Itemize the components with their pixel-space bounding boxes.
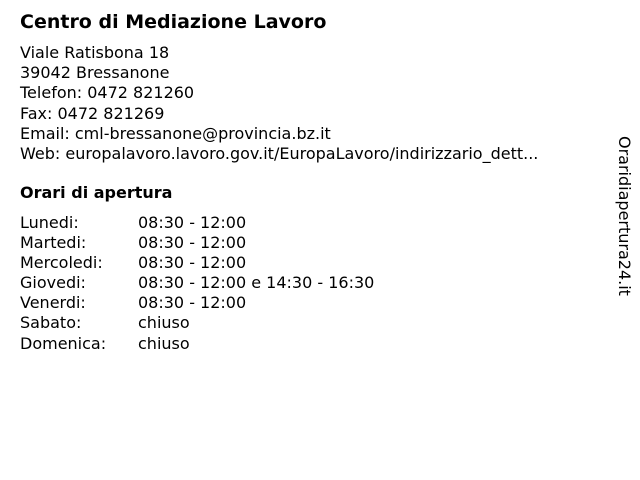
day-label: Mercoledi:	[20, 253, 103, 273]
hours-row-wednesday	[20, 253, 374, 273]
address-city: 39042 Bressanone	[20, 63, 170, 83]
opening-hours-list	[20, 213, 374, 354]
address-street: Viale Ratisbona 18	[20, 43, 170, 62]
hours-row-monday	[20, 213, 374, 233]
office-name: Centro di Mediazione Lavoro	[20, 11, 327, 33]
hours-row-friday	[20, 293, 374, 313]
hours-row-saturday	[20, 313, 374, 333]
hours-row-thursday	[20, 273, 374, 293]
fax-number: Fax: 0472 821269	[20, 103, 165, 123]
time-value: 08:30 - 12:00	[138, 213, 247, 232]
time-value: 08:30 - 12:00 e 14:30 - 16:30	[138, 273, 375, 293]
time-value: 08:30 - 12:00	[138, 253, 247, 273]
opening-hours-heading: Orari di apertura	[20, 183, 173, 202]
phone-number: Telefon: 0472 821260	[20, 83, 195, 103]
day-label: Sabato:	[20, 313, 82, 333]
day-label: Giovedi:	[20, 273, 86, 293]
site-watermark: Oraridiapertura24.it	[615, 136, 634, 296]
time-value: chiuso	[138, 333, 190, 353]
day-label: Lunedi:	[20, 213, 79, 232]
day-label: Martedi:	[20, 233, 87, 253]
time-value: 08:30 - 12:00	[138, 233, 247, 253]
hours-row-tuesday	[20, 233, 374, 253]
hours-row-sunday	[20, 334, 374, 354]
day-label: Domenica:	[20, 333, 107, 353]
website-link: Web: europalavoro.lavoro.gov.it/EuropaLavoro/indirizzario_dett...	[20, 144, 539, 164]
time-value: 08:30 - 12:00	[138, 293, 247, 313]
email-address: Email: cml-bressanone@provincia.bz.it	[20, 123, 331, 143]
day-label: Venerdi:	[20, 293, 86, 313]
contact-info	[20, 43, 538, 164]
time-value: chiuso	[138, 313, 190, 333]
